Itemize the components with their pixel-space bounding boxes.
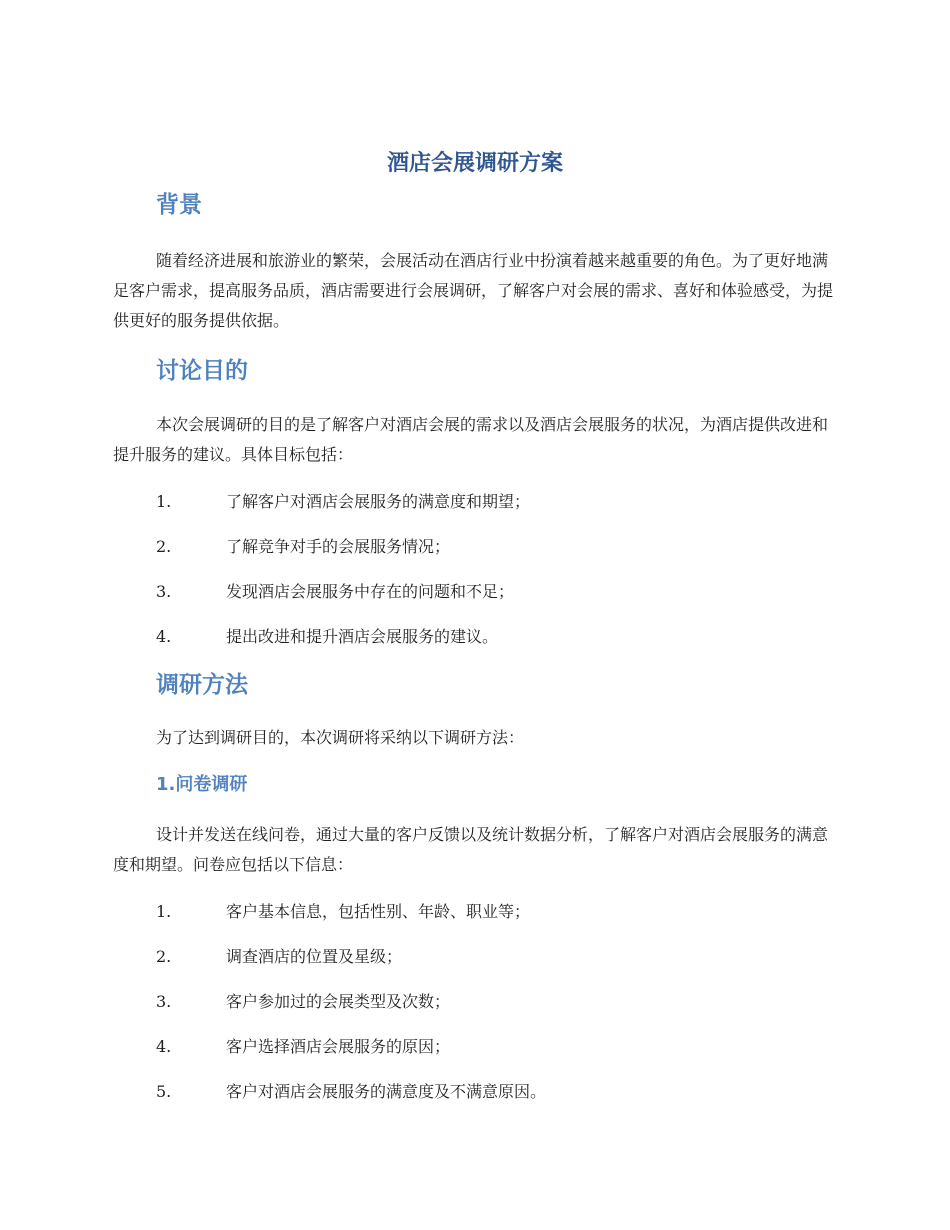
list-item bbox=[156, 1079, 846, 1105]
list-text: 客户参加过的会展类型及次数； bbox=[226, 992, 451, 1011]
list-item bbox=[156, 1034, 846, 1060]
heading-purpose: 讨论目的 bbox=[156, 358, 248, 384]
list-text: 提出改进和提升酒店会展服务的建议。 bbox=[226, 627, 499, 646]
list-text: 客户选择酒店会展服务的原因； bbox=[226, 1037, 451, 1056]
heading-method: 调研方法 bbox=[156, 672, 248, 698]
list-text: 调查酒店的位置及星级； bbox=[226, 947, 403, 966]
list-text: 客户基本信息，包括性别、年龄、职业等； bbox=[226, 902, 531, 921]
list-number: 1. bbox=[156, 902, 172, 921]
list-item bbox=[156, 944, 846, 970]
heading-questionnaire: 1.问卷调研 bbox=[156, 774, 248, 795]
list-number: 4. bbox=[156, 627, 172, 646]
list-item bbox=[156, 489, 846, 515]
list-item bbox=[156, 624, 846, 650]
list-item bbox=[156, 534, 846, 560]
paragraph-questionnaire: 设计并发送在线问卷，通过大量的客户反馈以及统计数据分析，了解客户对酒店会展服务的满意度和期望。问卷应包括以下信息： bbox=[113, 825, 829, 874]
heading-background: 背景 bbox=[156, 192, 202, 218]
list-text: 了解客户对酒店会展服务的满意度和期望； bbox=[226, 492, 531, 511]
document-title: 酒店会展调研方案 bbox=[386, 151, 563, 176]
list-text: 发现酒店会展服务中存在的问题和不足； bbox=[226, 582, 515, 601]
list-number: 2. bbox=[156, 947, 172, 966]
paragraph-background: 随着经济进展和旅游业的繁荣，会展活动在酒店行业中扮演着越来越重要的角色。为了更好地满足客户需求，提高服务品质，酒店需要进行会展调研，了解客户对会展的需求、喜好和体验感受，为提供更好的服务提供依据。 bbox=[113, 251, 834, 330]
list-text: 客户对酒店会展服务的满意度及不满意原因。 bbox=[226, 1082, 547, 1101]
list-number: 4. bbox=[156, 1037, 172, 1056]
list-number: 3. bbox=[156, 582, 172, 601]
list-text: 了解竞争对手的会展服务情况； bbox=[226, 537, 451, 556]
list-number: 3. bbox=[156, 992, 172, 1011]
list-number: 2. bbox=[156, 537, 172, 556]
paragraph-method: 为了达到调研目的，本次调研将采纳以下调研方法： bbox=[156, 728, 525, 747]
list-number: 1. bbox=[156, 492, 172, 511]
list-item bbox=[156, 989, 846, 1015]
list-number: 5. bbox=[156, 1082, 172, 1101]
list-item bbox=[156, 579, 846, 605]
paragraph-purpose: 本次会展调研的目的是了解客户对酒店会展的需求以及酒店会展服务的状况，为酒店提供改进和提升服务的建议。具体目标包括： bbox=[113, 415, 829, 464]
list-item bbox=[156, 899, 846, 925]
